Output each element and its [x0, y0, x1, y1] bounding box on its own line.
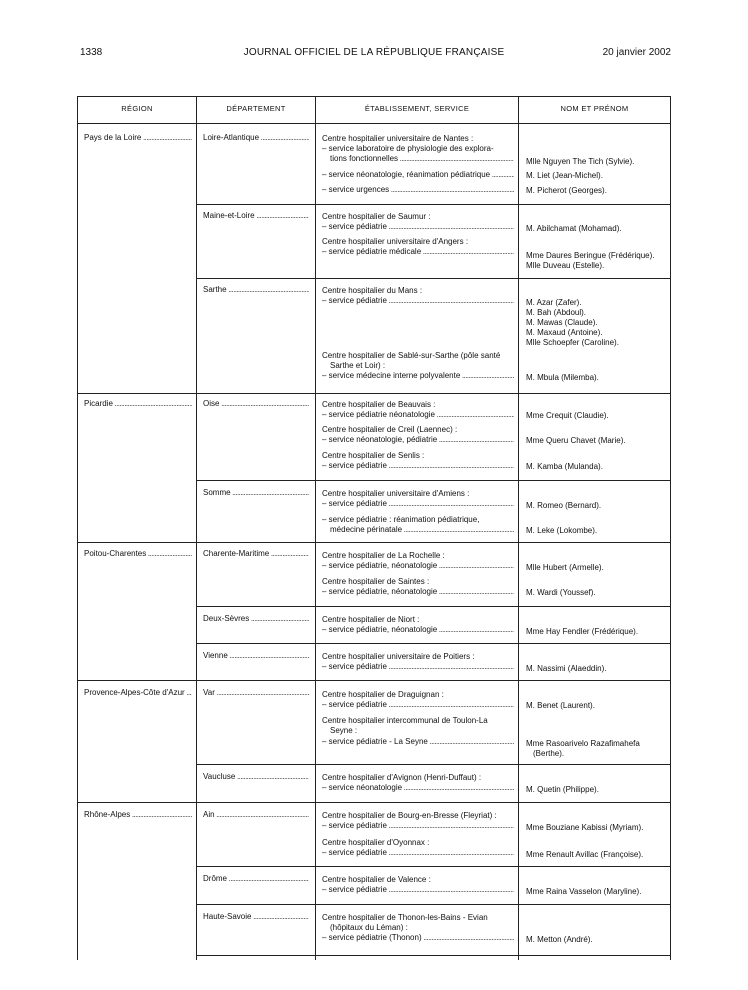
nom-prenom: M. Leke (Lokombe).: [526, 526, 598, 535]
service-line: – service pédiatrie .....: [322, 296, 514, 306]
service-line: – service pédiatrie - La Seyne .....: [322, 737, 514, 747]
column-header-departement: DÉPARTEMENT: [226, 104, 286, 113]
service-line: – service pédiatrie .....: [322, 885, 514, 895]
dept-separator: [196, 643, 671, 644]
nom-prenom: Mme Crequit (Claudie).: [526, 411, 609, 420]
etablissement-name: Centre hospitalier de Niort :: [322, 615, 420, 624]
nom-prenom: Mlle Nguyen The Tich (Sylvie).: [526, 157, 635, 166]
etablissement-name: Centre hospitalier de Creil (Laennec) :: [322, 425, 458, 434]
service-line: – service médecine interne polyvalente .....: [322, 371, 514, 381]
service-line: – service pédiatrie .....: [322, 662, 514, 672]
nom-prenom: Mlle Schoepfer (Caroline).: [526, 338, 619, 347]
dept-separator: [196, 606, 671, 607]
etablissement-name: Centre hospitalier de Saumur :: [322, 212, 431, 221]
departement-cell: Vienne .....: [203, 651, 309, 661]
nom-prenom: Mme Daures Beringue (Frédérique).: [526, 251, 655, 260]
region-separator: [77, 393, 671, 394]
dept-separator: [196, 204, 671, 205]
nom-prenom: Mme Raina Vasselon (Maryline).: [526, 887, 642, 896]
etablissement-name: Centre hospitalier de Draguignan :: [322, 690, 444, 699]
journal-title: JOURNAL OFFICIEL DE LA RÉPUBLIQUE FRANÇAISE: [243, 47, 505, 58]
departement-cell: Vaucluse .....: [203, 772, 309, 782]
departement-cell: Sarthe .....: [203, 285, 309, 295]
dept-separator: [196, 866, 671, 867]
etablissement-name: Centre hospitalier de La Rochelle :: [322, 551, 445, 560]
etablissement-name: Centre hospitalier universitaire d'Angers :: [322, 237, 469, 246]
region-cell: Rhône-Alpes .....: [84, 810, 192, 820]
etablissement-name: Centre hospitalier d'Avignon (Henri-Duffaut) :: [322, 773, 482, 782]
service-line: – service pédiatrie, néonatologie .....: [322, 561, 514, 571]
region-separator: [77, 542, 671, 543]
dept-separator: [196, 904, 671, 905]
etablissement-name: (hôpitaux du Léman) :: [330, 923, 408, 932]
nom-prenom: M. Metton (André).: [526, 935, 593, 944]
departement-cell: Charente-Maritime .....: [203, 549, 309, 559]
table-border-top: [77, 96, 671, 97]
nom-prenom: M. Picherot (Georges).: [526, 186, 607, 195]
service-line: – service pédiatrie médicale .....: [322, 247, 514, 257]
nom-prenom: Mme Queru Chavet (Marie).: [526, 436, 626, 445]
departement-cell: Maine-et-Loire .....: [203, 211, 309, 221]
etablissement-name: Sarthe et Loir) :: [330, 361, 386, 370]
service-line: médecine périnatale .....: [330, 525, 514, 535]
service-line: – service urgences .....: [322, 185, 514, 195]
region-cell: Provence-Alpes-Côte d'Azur .....: [84, 688, 192, 698]
etablissement-name: Seyne :: [330, 726, 358, 735]
service-line: – service pédiatrie néonatologie .....: [322, 410, 514, 420]
service-line: – service néonatologie, pédiatrie .....: [322, 435, 514, 445]
column-header-etablissement: ÉTABLISSEMENT, SERVICE: [364, 104, 470, 113]
etablissement-name: Centre hospitalier d'Oyonnax :: [322, 838, 430, 847]
etablissement-name: Centre hospitalier de Senlis :: [322, 451, 425, 460]
departement-cell: Loire-Atlantique .....: [203, 133, 309, 143]
etablissement-name: Centre hospitalier de Beauvais :: [322, 400, 436, 409]
departement-cell: Deux-Sèvres .....: [203, 614, 309, 624]
service-line: – service pédiatrie .....: [322, 499, 514, 509]
service-line: – service néonatologie, réanimation pédiatrique .....: [322, 170, 514, 180]
departement-cell: Oise .....: [203, 399, 309, 409]
nom-prenom: Mme Rasoarivelo Razafimahefa: [526, 739, 640, 748]
col-divider: [518, 96, 519, 960]
nom-prenom: M. Benet (Laurent).: [526, 701, 595, 710]
service-line: – service laboratoire de physiologie des explora-: [322, 144, 494, 153]
service-line: – service pédiatrie : réanimation pédiatrique,: [322, 515, 480, 524]
etablissement-name: Centre hospitalier de Valence :: [322, 875, 431, 884]
service-line: – service pédiatrie, néonatologie .....: [322, 587, 514, 597]
service-line: – service pédiatrie .....: [322, 222, 514, 232]
etablissement-name: Centre hospitalier universitaire d'Amiens :: [322, 489, 470, 498]
col-divider: [315, 96, 316, 960]
etablissement-name: Centre hospitalier intercommunal de Toulon-La: [322, 716, 488, 725]
nom-prenom: M. Maxaud (Antoine).: [526, 328, 603, 337]
service-line: – service pédiatrie .....: [322, 461, 514, 471]
header-rule: [77, 123, 671, 124]
nom-prenom: Mme Hay Fendler (Frédérique).: [526, 627, 639, 636]
etablissement-name: Centre hospitalier de Bourg-en-Bresse (Fleyriat) :: [322, 811, 497, 820]
table-border-right: [670, 96, 671, 960]
departement-cell: Var .....: [203, 688, 309, 698]
etablissement-name: Centre hospitalier de Sablé-sur-Sarthe (pôle santé: [322, 351, 501, 360]
nom-prenom: M. Mawas (Claude).: [526, 318, 598, 327]
nom-prenom: M. Mbula (Milemba).: [526, 373, 599, 382]
nom-prenom: Mlle Hubert (Armelle).: [526, 563, 604, 572]
region-separator: [77, 680, 671, 681]
etablissement-name: Centre hospitalier du Mans :: [322, 286, 423, 295]
region-cell: Pays de la Loire .....: [84, 133, 192, 143]
departement-cell: Drôme .....: [203, 874, 309, 884]
service-line: – service pédiatrie, néonatologie .....: [322, 625, 514, 635]
service-line: – service pédiatrie .....: [322, 700, 514, 710]
column-header-region: RÉGION: [121, 104, 153, 113]
etablissement-name: Centre hospitalier de Saintes :: [322, 577, 430, 586]
region-cell: Poitou-Charentes .....: [84, 549, 192, 559]
nom-prenom: M. Azar (Zafer).: [526, 298, 582, 307]
departement-cell: Haute-Savoie .....: [203, 912, 309, 922]
region-cell: Picardie .....: [84, 399, 192, 409]
dept-separator: [196, 955, 671, 956]
region-separator: [77, 802, 671, 803]
nom-prenom: M. Liet (Jean-Michel).: [526, 171, 603, 180]
service-line: – service néonatologie .....: [322, 783, 514, 793]
nom-prenom: (Berthe).: [533, 749, 565, 758]
page-number: 1338: [80, 47, 103, 58]
nom-prenom: M. Quetin (Philippe).: [526, 785, 599, 794]
table-border-left: [77, 96, 78, 960]
dept-separator: [196, 278, 671, 279]
departement-cell: Somme .....: [203, 488, 309, 498]
nom-prenom: M. Bah (Abdoul).: [526, 308, 587, 317]
nom-prenom: M. Abilchamat (Mohamad).: [526, 224, 622, 233]
nom-prenom: M. Romeo (Bernard).: [526, 501, 602, 510]
nom-prenom: Mme Renault Avillac (Françoise).: [526, 850, 644, 859]
service-line: tions fonctionnelles .....: [330, 154, 514, 164]
etablissement-name: Centre hospitalier universitaire de Poitiers :: [322, 652, 475, 661]
dept-separator: [196, 764, 671, 765]
col-divider: [196, 96, 197, 960]
issue-date: 20 janvier 2002: [602, 47, 671, 58]
etablissement-name: Centre hospitalier universitaire de Nantes :: [322, 134, 474, 143]
service-line: – service pédiatrie .....: [322, 848, 514, 858]
column-header-nom: NOM ET PRÉNOM: [560, 104, 629, 113]
nom-prenom: M. Nassimi (Alaeddin).: [526, 664, 607, 673]
nom-prenom: M. Kamba (Mulanda).: [526, 462, 603, 471]
nom-prenom: Mlle Duveau (Estelle).: [526, 261, 605, 270]
nom-prenom: Mme Bouziane Kabissi (Myriam).: [526, 823, 644, 832]
service-line: – service pédiatrie .....: [322, 821, 514, 831]
nom-prenom: M. Wardi (Youssef).: [526, 588, 596, 597]
service-line: – service pédiatrie (Thonon) .....: [322, 933, 514, 943]
etablissement-name: Centre hospitalier de Thonon-les-Bains - Evian: [322, 913, 488, 922]
dept-separator: [196, 480, 671, 481]
departement-cell: Ain .....: [203, 810, 309, 820]
